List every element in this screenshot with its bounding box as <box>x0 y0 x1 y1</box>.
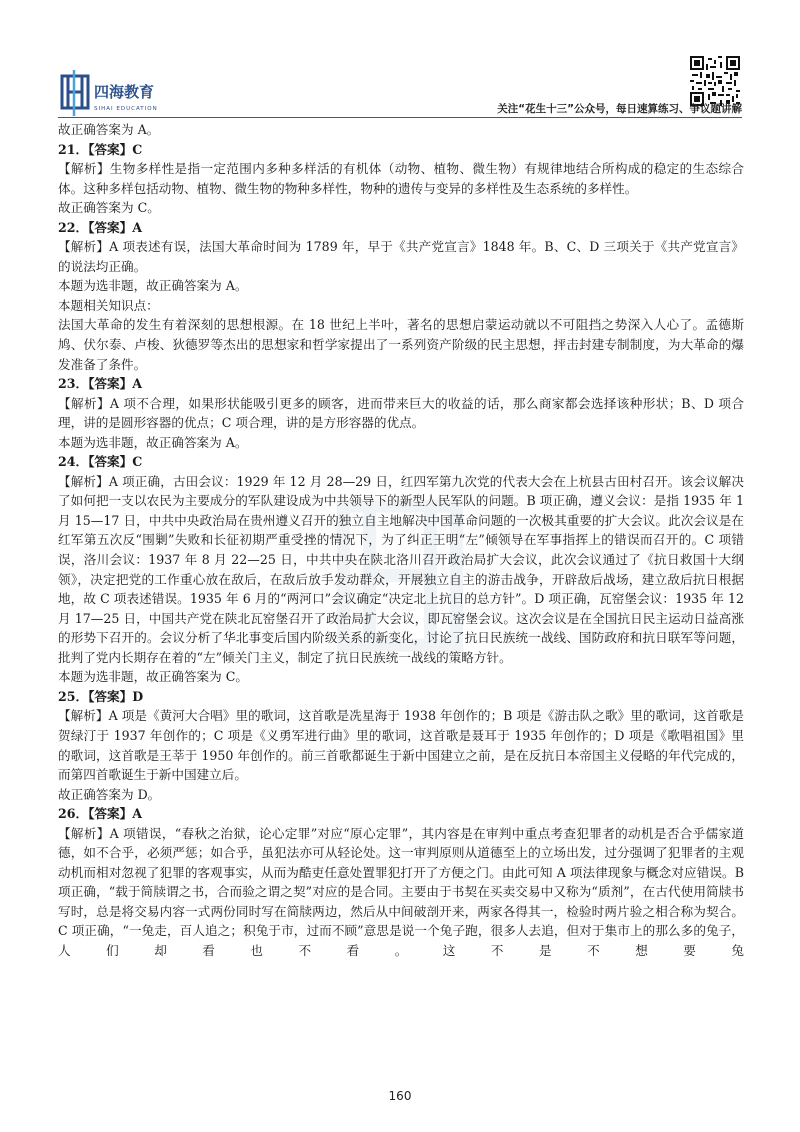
logo-text: 四海教育 <box>94 83 155 101</box>
page-number: 160 <box>388 1089 412 1103</box>
answer-summary: 故正确答案为 A。 <box>58 122 160 137</box>
explanation-23: 【解析】A 项不合理，如果形状能吸引更多的顾客，进而带来巨大的收益的话，那么商家都会选择该种形状；B、D 项合理，讲的是圆形容器的优点；C 项合理，讲的是方形容器的优点。 <box>58 395 744 431</box>
sihai-education-logo <box>60 70 180 118</box>
explanation-21: 【解析】生物多样性是指一定范围内多种多样活的有机体（动物、植物、微生物）有规律地结合所构成的稳定的生态综合体。这种多样包括动物、植物、微生物的物种多样性，物种的遗传与变异的多样性及生态系统的多样性。 <box>58 161 744 196</box>
answer-summary: 本题为选非题，故正确答案为 C。 <box>58 669 248 685</box>
question-answer-26: 26．【答案】A <box>58 806 142 822</box>
header-slogan: 关注“花生十三”公众号，每日速算练习、争议题讲解 <box>497 103 742 115</box>
answer-summary: 故正确答案为 D。 <box>58 786 161 802</box>
question-answer-23: 23．【答案】A <box>58 376 142 392</box>
header-divider <box>58 117 742 118</box>
explanation-25: 【解析】A 项是《黄河大合唱》里的歌词，这首歌是冼星海于 1938 年创作的；B 项是《游击队之歌》里的歌词，这首歌是贺绿汀于 1937 年创作的；C 项是《义勇军进行曲》里的歌词，这首歌是聂耳于 1935 年创作的；D 项是《歌唱祖国》里的歌词，这首歌是王莘于 1950 年创作的。前三首歌都诞生于新中国建立之前，是在反抗日本帝国主义侵略的年代完成的，而第四首歌诞生于新中国建立后。 <box>58 708 744 783</box>
question-answer-21: 21．【答案】C <box>58 141 143 157</box>
question-answer-24: 24．【答案】C <box>58 454 143 470</box>
knowledge-point-text: 法国大革命的发生有着深刻的思想根源。在 18 世纪上半叶，著名的思想启蒙运动就以不可阻挡之势深入人心了。孟德斯鸠、伏尔泰、卢梭、狄德罗等杰出的思想家和哲学家提出了一系列资产阶级的民主思想，抨击封建专制制度，为大革命的爆发准备了条件。 <box>58 317 744 372</box>
logo-subtext: SIHAI EDUCATION <box>94 106 158 112</box>
explanation-26: 【解析】A 项错误，“春秋之治狱，论心定罪”对应“原心定罪”，其内容是在审判中重点考查犯罪者的动机是否合乎儒家道德，如不合乎，必须严惩；如合乎，虽犯法亦可从轻论处。这一审判原则从道德至上的立场出发，过分强调了犯罪者的主观动机而相对忽视了犯罪的客观事实，从而为酷吏任意处置罪犯打开了方便之门。由此可知 A 项法律现象与概念对应错误。B 项正确，“载于简牍谓之书，合而验之谓之契”对应的是合同。主要由于书契在买卖交易中又称为“质剂”，在古代使用简牍书写时，总是将交易内容一式两份同时写在简牍两边，然后从中间破剖开来，两家各得其一，检验时两片验之相合称为契合。C 项正确，“一兔走，百人追之；积兔于市，过而不顾”意思是说一个兔子跑，很多人去追，但对于集市上的那么多的兔子，人们却看也不看。这不是不想要兔 <box>58 825 744 958</box>
answer-summary: 本题为选非题，故正确答案为 A。 <box>58 434 248 450</box>
knowledge-point-heading: 本题相关知识点： <box>58 297 159 313</box>
document-body <box>58 120 744 961</box>
explanation-22: 【解析】A 项表述有误，法国大革命时间为 1789 年，早于《共产党宣言》1848 年。B、C、D 三项关于《共产党宣言》的说法均正确。 <box>58 239 744 274</box>
answer-summary: 本题为选非题，故正确答案为 A。 <box>58 278 248 294</box>
explanation-24: 【解析】A 项正确，古田会议：1929 年 12 月 28—29 日，红四军第九次党的代表大会在上杭县古田村召开。该会议解决了如何把一支以农民为主要成分的军队建设成为中共领导下的新型人民军队的问题。B 项正确，遵义会议：是指 1935 年 1 月 15—17 日，中共中央政治局在贵州遵义召开的独立自主地解决中国革命问题的一次极其重要的扩大会议。此次会议是在红军第五次反“围剿”失败和长征初期严重受挫的情况下，为了纠正王明“左”倾领导在军事指挥上的错误而召开的。C 项错误，洛川会议：1937 年 8 月 22—25 日，中共中央在陕北洛川召开政治局扩大会议，此次会议通过了《抗日救国十大纲领》，决定把党的工作重心放在敌后，在敌后放手发动群众，开展独立自主的游击战争，开辟敌后战场，建立敌后抗日根据地，故 C 项表述错误。1935 年 6 月的“两河口”会议确定“决定北上抗日的总方针”。D 项正确，瓦窑堡会议：1935 年 12 月 17—25 日，中国共产党在陕北瓦窑堡召开了政治局扩大会议，即瓦窑堡会议。这次会议是在全国抗日民主运动日益高涨的形势下召开的。会议分析了华北事变后国内阶级关系的新变化，讨论了抗日民族统一战线、国防政府和抗日联军等问题，批判了党内长期存在着的“左”倾关门主义，制定了抗日民族统一战线的策略方针。 <box>58 473 744 665</box>
page-header <box>0 0 800 118</box>
question-answer-22: 22．【答案】A <box>58 219 142 235</box>
question-answer-25: 25．【答案】D <box>58 688 144 704</box>
qr-code-icon <box>690 56 740 106</box>
answer-summary: 故正确答案为 C。 <box>58 200 160 216</box>
